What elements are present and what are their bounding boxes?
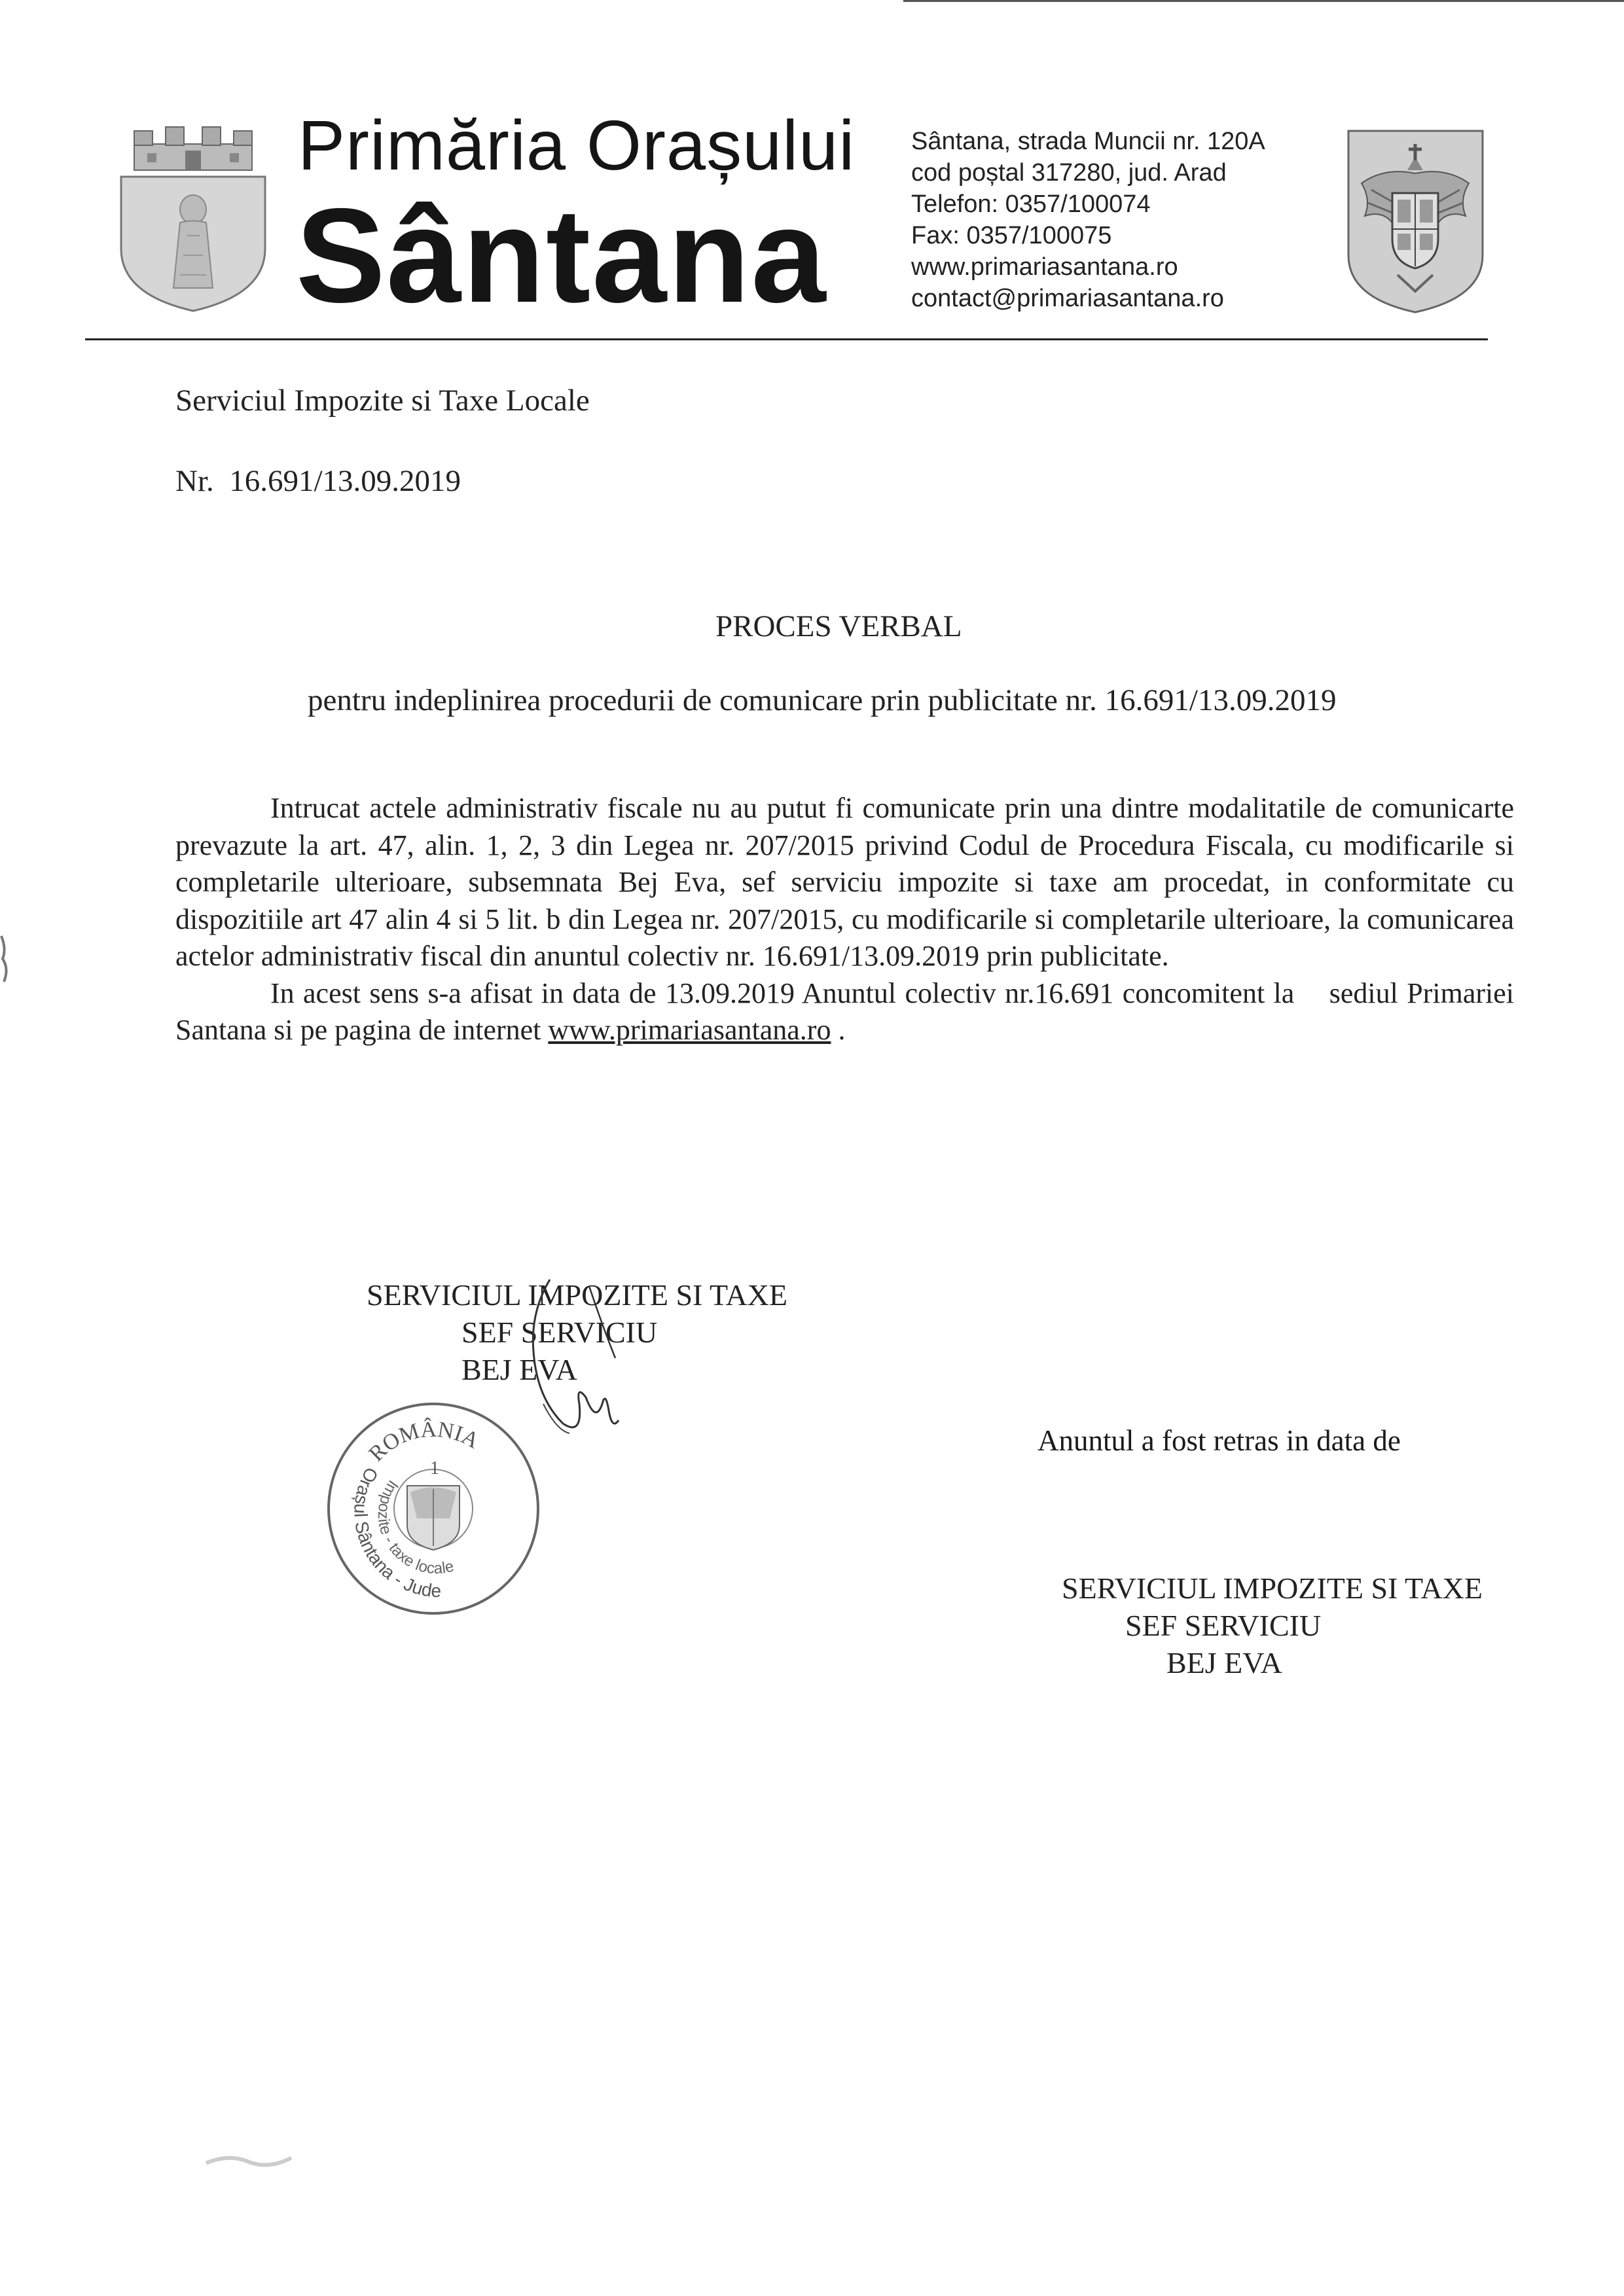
signature-name: BEJ EVA [461, 1353, 577, 1386]
official-stamp [319, 1394, 548, 1623]
town-name: Sântana [296, 181, 827, 331]
santana-coat-of-arms-icon [115, 124, 272, 314]
body-paragraph-2-text: In acest sens s-a afisat in data de 13.09.2019 Anuntul colectiv nr.16.691 concomitent la sediul Primariei Santana si pe pagina de internet [175, 977, 1521, 1046]
signature-role: SEF SERVICIU [1125, 1609, 1322, 1642]
withdrawal-note: Anuntul a fost retras in data de [1038, 1424, 1401, 1457]
contact-address: Sântana, strada Muncii nr. 120A [911, 128, 1265, 155]
registration-number: Nr. 16.691/13.09.2019 [175, 464, 461, 498]
department-name: Serviciul Impozite si Taxe Locale [175, 384, 590, 418]
stamp-inner-text: Impozite - taxe locale [374, 1477, 456, 1578]
body-paragraph-2-end: . [831, 1014, 846, 1046]
romania-coat-of-arms-icon [1345, 128, 1486, 314]
website-link[interactable]: www.primariasantana.ro [548, 1014, 831, 1046]
stamp-top-text: ROMÂNIA [364, 1417, 483, 1467]
signature-name: BEJ EVA [1166, 1646, 1282, 1679]
header-divider [85, 338, 1488, 340]
body-paragraph-2 [175, 975, 1521, 1049]
scan-smudge [203, 2150, 295, 2176]
municipality-title: Primăria Orașului [298, 105, 856, 185]
signature-role: SEF SERVICIU [461, 1316, 658, 1349]
document-title: PROCES VERBAL [715, 609, 962, 643]
signature-department: SERVICIUL IMPOZITE SI TAXE [367, 1278, 787, 1312]
stamp-outer-text: Orașul Sântana - Jude [350, 1463, 442, 1602]
contact-website[interactable]: www.primariasantana.ro [911, 253, 1178, 281]
body-paragraph-1: Intrucat actele administrativ fiscale nu au putut fi comunicate prin una dintre modalitatile de comunicarte prevazute la art. 47, alin. 1, 2, 3 din Legea nr. 207/2015 privind Codul de Procedura Fiscala, cu modificarile si completarile ulterioare, subsemnata Bej Eva, sef serviciu impozite si taxe am procedat, in conformitate cu dispozitiile art 47 alin 4 si 5 lit. b din Legea nr. 207/2015, cu modificarile si completarile ulterioare, la comunicarea actelor administrativ fiscal din anuntul colectiv nr. 16.691/13.09.2019 prin publicitate. [175, 792, 1514, 972]
contact-fax: Fax: 0357/100075 [911, 222, 1112, 249]
signature-department: SERVICIUL IMPOZITE SI TAXE [1062, 1571, 1483, 1605]
scan-edge-mark [0, 929, 13, 988]
document-subtitle: pentru indeplinirea procedurii de comunicare prin publicitate nr. 16.691/13.09.2019 [308, 683, 1337, 717]
contact-email[interactable]: contact@primariasantana.ro [911, 285, 1224, 312]
contact-postal-code: cod poștal 317280, jud. Arad [911, 159, 1227, 187]
signature-block-right [1062, 1570, 1483, 1681]
document-body [175, 790, 1521, 1049]
contact-phone: Telefon: 0357/100074 [911, 190, 1151, 218]
contact-block [911, 126, 1265, 314]
stamp-coat-of-arms-icon [407, 1486, 460, 1550]
stamp-number: 1 [430, 1458, 439, 1479]
top-edge-line [903, 0, 1624, 2]
